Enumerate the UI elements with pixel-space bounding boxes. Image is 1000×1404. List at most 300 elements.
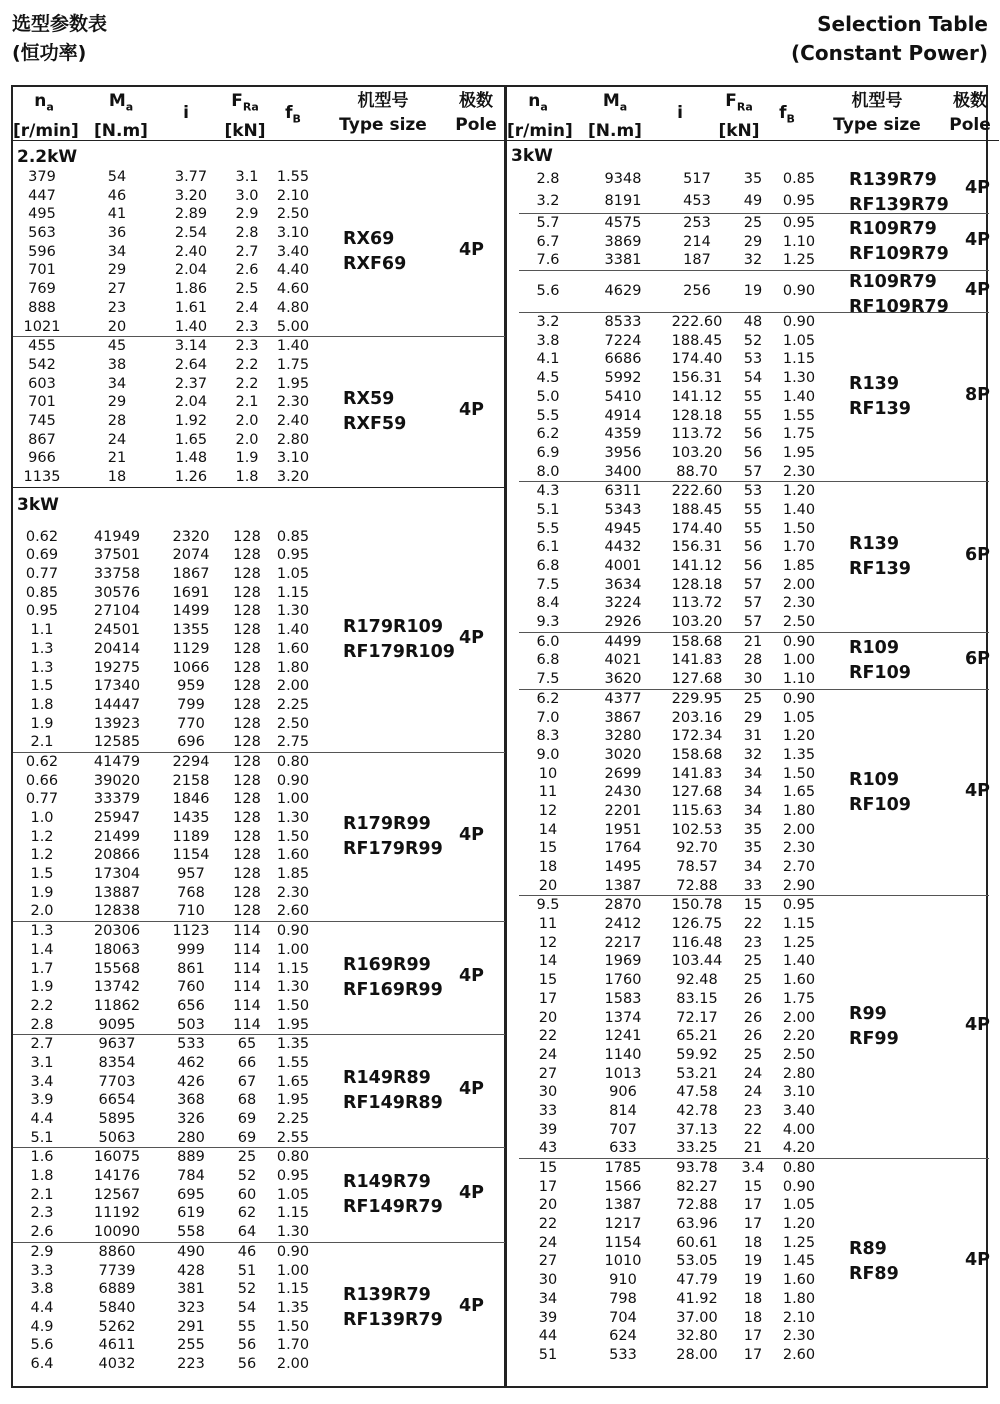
cell-fra: 55 bbox=[743, 501, 763, 518]
cell-ma: 38 bbox=[107, 356, 127, 373]
cell-fb: 1.60 bbox=[782, 972, 816, 989]
cell-ma: 9095 bbox=[98, 1016, 136, 1033]
cell-ma: 54 bbox=[107, 169, 127, 185]
table-row bbox=[519, 1290, 989, 1309]
cell-fb: 1.40 bbox=[782, 953, 816, 970]
header-pole-text: 极数 bbox=[953, 91, 987, 111]
cell-fra: 114 bbox=[233, 941, 261, 958]
table-row bbox=[13, 224, 505, 243]
cell-fra: 28 bbox=[743, 652, 763, 669]
table-row bbox=[13, 375, 505, 394]
cell-ma: 27 bbox=[107, 281, 127, 298]
cell-fb: 1.05 bbox=[276, 566, 310, 583]
pole-count: 6P bbox=[965, 545, 991, 566]
cell-ma: 14176 bbox=[93, 1168, 141, 1185]
table-row bbox=[13, 1336, 505, 1355]
cell-n: 3.1 bbox=[30, 1054, 54, 1071]
header-type-text: 机型号 bbox=[851, 91, 903, 111]
cell-i: 760 bbox=[177, 979, 205, 996]
cell-n: 20 bbox=[538, 1009, 558, 1026]
pole-count: 4P bbox=[459, 966, 485, 987]
cell-i: 126.75 bbox=[671, 916, 723, 933]
cell-fra: 35 bbox=[743, 171, 763, 187]
table-row bbox=[13, 772, 505, 791]
cell-ma: 4611 bbox=[98, 1337, 136, 1354]
pole-count: 4P bbox=[965, 229, 991, 250]
table-row bbox=[519, 332, 989, 351]
table-row bbox=[519, 1159, 989, 1178]
table-row bbox=[13, 468, 505, 487]
cell-ma: 814 bbox=[609, 1102, 637, 1119]
cell-n: 1.7 bbox=[30, 960, 54, 977]
cell-ma: 4032 bbox=[98, 1355, 136, 1372]
cell-fra: 56 bbox=[237, 1337, 257, 1354]
cell-fra: 33 bbox=[743, 877, 763, 894]
type-size-line: RF109R79 bbox=[849, 296, 949, 317]
table-row bbox=[519, 501, 989, 520]
cell-fb: 1.05 bbox=[782, 1197, 816, 1214]
pole-count: 4P bbox=[965, 279, 991, 300]
cell-ma: 3224 bbox=[604, 595, 642, 612]
cell-i: 3.14 bbox=[174, 338, 208, 355]
cell-n: 9.3 bbox=[536, 614, 560, 631]
table-row bbox=[519, 1327, 989, 1346]
cell-ma: 41 bbox=[107, 206, 127, 223]
cell-ma: 33758 bbox=[93, 566, 141, 583]
cell-n: 2.7 bbox=[30, 1036, 54, 1053]
cell-fra: 30 bbox=[743, 671, 763, 688]
table-row bbox=[519, 444, 989, 463]
cell-fb: 2.00 bbox=[782, 1009, 816, 1026]
cell-i: 150.78 bbox=[671, 897, 723, 914]
cell-fra: 29 bbox=[743, 233, 763, 250]
cell-fra: 24 bbox=[743, 1084, 763, 1101]
cell-fb: 2.30 bbox=[782, 840, 816, 857]
cell-n: 1.5 bbox=[30, 678, 54, 695]
cell-fra: 3.4 bbox=[741, 1160, 765, 1176]
cell-fb: 1.30 bbox=[276, 979, 310, 996]
model-group bbox=[519, 633, 989, 690]
cell-fra: 22 bbox=[743, 1121, 763, 1138]
cell-ma: 3400 bbox=[604, 463, 642, 480]
cell-fra: 3.1 bbox=[235, 169, 259, 185]
cell-ma: 1241 bbox=[604, 1028, 642, 1045]
cell-fb: 0.90 bbox=[276, 923, 310, 940]
cell-fra: 128 bbox=[233, 528, 261, 545]
cell-fra: 19 bbox=[743, 1272, 763, 1289]
table-row bbox=[519, 1178, 989, 1197]
table-row bbox=[13, 715, 505, 734]
cell-i: 1.65 bbox=[174, 431, 208, 448]
cell-i: 999 bbox=[177, 941, 205, 958]
cell-i: 102.53 bbox=[671, 821, 723, 838]
cell-fb: 2.80 bbox=[276, 431, 310, 448]
cell-i: 453 bbox=[683, 193, 711, 210]
cell-fra: 128 bbox=[233, 547, 261, 564]
cell-i: 368 bbox=[177, 1092, 205, 1109]
table-row bbox=[13, 584, 505, 603]
cell-fra: 128 bbox=[233, 640, 261, 657]
type-size bbox=[343, 953, 443, 1003]
cell-i: 41.92 bbox=[676, 1290, 718, 1307]
cell-fra: 69 bbox=[237, 1129, 257, 1146]
cell-fb: 1.55 bbox=[276, 1054, 310, 1071]
header-pole-text: 极数 bbox=[459, 91, 493, 111]
header-n-text: [r/min] bbox=[13, 121, 79, 142]
cell-ma: 13742 bbox=[93, 979, 141, 996]
type-size-line: R179R99 bbox=[343, 814, 431, 835]
header-fra-text: F bbox=[231, 91, 243, 111]
table-row bbox=[13, 865, 505, 884]
cell-fra: 48 bbox=[743, 314, 763, 331]
cell-fb: 1.15 bbox=[782, 916, 816, 933]
cell-n: 11 bbox=[538, 784, 558, 801]
cell-i: 957 bbox=[177, 866, 205, 883]
cell-ma: 1760 bbox=[604, 972, 642, 989]
cell-ma: 906 bbox=[609, 1084, 637, 1101]
table-row bbox=[519, 350, 989, 369]
cell-fra: 52 bbox=[237, 1281, 257, 1298]
cell-fra: 17 bbox=[743, 1216, 763, 1233]
cell-n: 966 bbox=[28, 450, 56, 467]
cell-n: 9.0 bbox=[536, 746, 560, 763]
cell-fra: 114 bbox=[233, 979, 261, 996]
cell-n: 2.8 bbox=[536, 171, 560, 187]
cell-i: 172.34 bbox=[671, 728, 723, 745]
cell-ma: 4914 bbox=[604, 407, 642, 424]
cell-fra: 128 bbox=[233, 715, 261, 732]
cell-fra: 46 bbox=[237, 1243, 257, 1260]
cell-fra: 114 bbox=[233, 923, 261, 940]
cell-n: 24 bbox=[538, 1234, 558, 1251]
table-row bbox=[13, 299, 505, 318]
table-row bbox=[519, 877, 989, 896]
table-row bbox=[519, 1083, 989, 1102]
cell-i: 53.05 bbox=[676, 1253, 718, 1270]
cell-fb: 1.35 bbox=[276, 1299, 310, 1316]
cell-i: 82.27 bbox=[676, 1178, 718, 1195]
cell-fb: 1.50 bbox=[276, 828, 310, 845]
model-group bbox=[13, 753, 505, 922]
header-fb-text: f bbox=[779, 103, 787, 123]
cell-fb: 2.75 bbox=[276, 734, 310, 751]
cell-fb: 1.60 bbox=[276, 640, 310, 657]
cell-ma: 12567 bbox=[93, 1186, 141, 1203]
cell-i: 141.83 bbox=[671, 765, 723, 782]
cell-fra: 23 bbox=[743, 1102, 763, 1119]
cell-n: 22 bbox=[538, 1028, 558, 1045]
table-row bbox=[519, 388, 989, 407]
table-row bbox=[13, 733, 505, 752]
cell-ma: 39020 bbox=[93, 772, 141, 789]
table-row bbox=[13, 546, 505, 565]
cell-ma: 23 bbox=[107, 299, 127, 316]
cell-i: 229.95 bbox=[671, 690, 723, 707]
cell-i: 103.20 bbox=[671, 614, 723, 631]
table-row bbox=[13, 528, 505, 547]
cell-fb: 4.80 bbox=[276, 299, 310, 316]
cell-fra: 57 bbox=[743, 576, 763, 593]
cell-fra: 25 bbox=[743, 1046, 763, 1063]
cell-i: 103.20 bbox=[671, 444, 723, 461]
cell-ma: 21 bbox=[107, 450, 127, 467]
cell-fb: 2.10 bbox=[276, 187, 310, 204]
type-size bbox=[849, 372, 911, 422]
left-table bbox=[13, 87, 505, 1374]
type-size bbox=[343, 1170, 443, 1220]
cell-fra: 128 bbox=[233, 847, 261, 864]
table-row bbox=[13, 337, 505, 356]
type-size-line: RXF59 bbox=[343, 413, 407, 434]
table-row bbox=[519, 1271, 989, 1290]
cell-n: 3.2 bbox=[536, 314, 560, 331]
cell-i: 28.00 bbox=[676, 1346, 718, 1363]
table-row bbox=[519, 990, 989, 1009]
cell-n: 1.2 bbox=[30, 828, 54, 845]
cell-fra: 34 bbox=[743, 859, 763, 875]
cell-i: 127.68 bbox=[671, 784, 723, 801]
cell-fra: 2.7 bbox=[235, 243, 259, 260]
cell-ma: 2699 bbox=[604, 765, 642, 782]
table-row bbox=[13, 187, 505, 206]
type-size-line: R99 bbox=[849, 1004, 887, 1025]
cell-ma: 2430 bbox=[604, 784, 642, 801]
cell-n: 379 bbox=[28, 169, 56, 185]
cell-fb: 2.25 bbox=[276, 1111, 310, 1127]
cell-fra: 25 bbox=[237, 1149, 257, 1166]
cell-fra: 19 bbox=[743, 1253, 763, 1270]
cell-n: 6.9 bbox=[536, 444, 560, 461]
cell-ma: 5343 bbox=[604, 501, 642, 518]
cell-fra: 3.0 bbox=[235, 187, 259, 204]
model-group bbox=[13, 168, 505, 337]
table-row bbox=[13, 243, 505, 262]
table-row bbox=[519, 765, 989, 784]
cell-fb: 1.15 bbox=[782, 351, 816, 368]
pole-count: 4P bbox=[459, 240, 485, 261]
cell-n: 7.5 bbox=[536, 671, 560, 688]
cell-ma: 910 bbox=[609, 1272, 637, 1289]
cell-fb: 1.55 bbox=[276, 169, 310, 185]
cell-n: 5.6 bbox=[536, 282, 560, 299]
cell-i: 1691 bbox=[172, 584, 210, 601]
cell-fra: 49 bbox=[743, 193, 763, 210]
cell-fra: 34 bbox=[743, 765, 763, 782]
table-row bbox=[519, 1249, 991, 1271]
power-section-title: 3kW bbox=[511, 146, 553, 166]
pole-count: 8P bbox=[965, 385, 991, 406]
table-row bbox=[519, 1065, 989, 1084]
cell-fb: 1.55 bbox=[782, 407, 816, 424]
cell-n: 4.9 bbox=[30, 1318, 54, 1335]
cell-n: 3.4 bbox=[30, 1073, 54, 1090]
cell-fra: 128 bbox=[233, 622, 261, 639]
type-size-line: RF149R79 bbox=[343, 1197, 443, 1218]
type-size-line: R149R89 bbox=[343, 1068, 431, 1089]
cell-fb: 1.80 bbox=[276, 659, 310, 676]
cell-fb: 2.50 bbox=[276, 206, 310, 223]
cell-n: 867 bbox=[28, 431, 56, 448]
table-row bbox=[13, 1035, 505, 1054]
cell-fb: 0.80 bbox=[782, 1160, 816, 1176]
cell-i: 619 bbox=[177, 1205, 205, 1222]
table-row bbox=[13, 280, 505, 299]
cell-fra: 53 bbox=[743, 483, 763, 500]
cell-fb: 1.60 bbox=[276, 847, 310, 864]
cell-ma: 3381 bbox=[604, 252, 642, 269]
type-size bbox=[849, 1237, 899, 1287]
cell-ma: 4945 bbox=[604, 520, 642, 537]
cell-i: 33.25 bbox=[676, 1140, 718, 1157]
cell-n: 0.62 bbox=[25, 528, 59, 545]
cell-n: 4.1 bbox=[536, 351, 560, 368]
cell-fra: 2.6 bbox=[235, 262, 259, 279]
header-fra bbox=[711, 89, 767, 143]
type-size bbox=[343, 812, 443, 862]
cell-fb: 1.40 bbox=[782, 388, 816, 405]
cell-n: 5.1 bbox=[536, 501, 560, 518]
cell-ma: 34 bbox=[107, 375, 127, 392]
cell-ma: 18063 bbox=[93, 941, 141, 958]
cell-ma: 2217 bbox=[604, 934, 642, 951]
cell-ma: 704 bbox=[609, 1309, 637, 1326]
cell-fra: 128 bbox=[233, 659, 261, 676]
cell-ma: 2870 bbox=[604, 897, 642, 914]
cell-n: 33 bbox=[538, 1102, 558, 1119]
cell-ma: 27104 bbox=[93, 603, 141, 620]
type-size bbox=[849, 1002, 899, 1052]
type-size bbox=[849, 768, 911, 818]
table-row bbox=[519, 690, 989, 709]
cell-i: 113.72 bbox=[671, 595, 723, 612]
cell-fb: 2.60 bbox=[276, 903, 310, 920]
cell-n: 0.69 bbox=[25, 547, 59, 564]
cell-ma: 4499 bbox=[604, 633, 642, 650]
type-size bbox=[343, 1066, 443, 1116]
type-size bbox=[849, 270, 949, 320]
type-size bbox=[343, 227, 406, 277]
type-size-line: R109 bbox=[849, 769, 900, 790]
cell-fra: 35 bbox=[743, 821, 763, 838]
cell-fb: 1.85 bbox=[276, 866, 310, 883]
table-row bbox=[519, 313, 989, 332]
cell-fb: 2.25 bbox=[276, 696, 310, 713]
cell-i: 1846 bbox=[172, 791, 210, 808]
cell-n: 24 bbox=[538, 1046, 558, 1063]
cell-fb: 1.75 bbox=[782, 990, 816, 1007]
cell-i: 222.60 bbox=[671, 483, 723, 500]
table-row bbox=[13, 696, 505, 715]
cell-i: 141.12 bbox=[671, 558, 723, 574]
table-row bbox=[13, 449, 505, 468]
cell-n: 1.0 bbox=[30, 810, 54, 826]
cell-n: 1.6 bbox=[30, 1149, 54, 1166]
cell-ma: 3620 bbox=[604, 671, 642, 688]
cell-ma: 624 bbox=[609, 1328, 637, 1345]
cell-n: 14 bbox=[538, 821, 558, 838]
cell-i: 65.21 bbox=[676, 1028, 718, 1045]
cell-ma: 8533 bbox=[604, 314, 642, 331]
cell-i: 2294 bbox=[172, 753, 210, 770]
cell-ma: 1374 bbox=[604, 1009, 642, 1026]
cell-fra: 54 bbox=[237, 1299, 257, 1316]
cell-n: 6.8 bbox=[536, 558, 560, 574]
cell-n: 455 bbox=[28, 338, 56, 355]
cell-fb: 0.90 bbox=[782, 314, 816, 331]
header-fra-text: [kN] bbox=[224, 121, 266, 142]
cell-n: 8.3 bbox=[536, 728, 560, 745]
right-table bbox=[507, 87, 999, 1365]
cell-ma: 29 bbox=[107, 262, 127, 279]
cell-ma: 2926 bbox=[604, 614, 642, 631]
header-type bbox=[822, 89, 932, 137]
cell-fra: 1.8 bbox=[235, 469, 259, 485]
cell-fra: 53 bbox=[743, 351, 763, 368]
cell-fb: 3.20 bbox=[276, 469, 310, 485]
cell-fb: 2.80 bbox=[782, 1065, 816, 1082]
table-row bbox=[519, 1234, 989, 1253]
cell-ma: 3020 bbox=[604, 746, 642, 763]
type-size bbox=[343, 387, 406, 437]
pole-count: 4P bbox=[965, 1015, 991, 1036]
cell-n: 14 bbox=[538, 953, 558, 970]
cell-i: 1.86 bbox=[174, 281, 208, 298]
cell-i: 784 bbox=[177, 1168, 205, 1185]
cell-ma: 3869 bbox=[604, 233, 642, 250]
table-row bbox=[519, 1346, 989, 1365]
cell-ma: 9637 bbox=[98, 1036, 136, 1053]
cell-fb: 0.90 bbox=[276, 772, 310, 789]
type-size bbox=[343, 1283, 443, 1333]
cell-ma: 1140 bbox=[604, 1046, 642, 1063]
cell-fra: 32 bbox=[743, 746, 763, 763]
model-group bbox=[13, 528, 505, 753]
cell-n: 12 bbox=[538, 934, 558, 951]
table-row bbox=[519, 727, 989, 746]
cell-fra: 55 bbox=[237, 1318, 257, 1335]
table-row bbox=[13, 565, 505, 584]
cell-ma: 1217 bbox=[604, 1216, 642, 1233]
cell-fb: 1.80 bbox=[782, 1290, 816, 1307]
header-type-text: Type size bbox=[339, 115, 427, 135]
cell-fb: 2.70 bbox=[782, 859, 816, 875]
header-m-sub: a bbox=[619, 100, 628, 114]
cell-fra: 25 bbox=[743, 953, 763, 970]
cell-i: 1066 bbox=[172, 659, 210, 676]
cell-ma: 12585 bbox=[93, 734, 141, 751]
cell-ma: 13887 bbox=[93, 884, 141, 901]
cell-ma: 3634 bbox=[604, 576, 642, 593]
header-m bbox=[577, 89, 653, 143]
cell-fb: 1.50 bbox=[276, 997, 310, 1014]
cell-ma: 20414 bbox=[93, 640, 141, 657]
pole-count: 4P bbox=[965, 780, 991, 801]
cell-fra: 2.2 bbox=[235, 375, 259, 392]
cell-fb: 1.75 bbox=[782, 426, 816, 443]
cell-n: 43 bbox=[538, 1140, 558, 1157]
type-size-line: RX69 bbox=[343, 229, 395, 250]
cell-i: 533 bbox=[177, 1036, 205, 1053]
cell-n: 603 bbox=[28, 375, 56, 392]
cell-n: 1.8 bbox=[30, 1168, 54, 1185]
cell-ma: 19275 bbox=[93, 659, 141, 676]
cell-ma: 37501 bbox=[93, 547, 141, 564]
cell-fra: 114 bbox=[233, 997, 261, 1014]
cell-fb: 2.00 bbox=[782, 821, 816, 838]
cell-n: 5.5 bbox=[536, 520, 560, 537]
cell-n: 15 bbox=[538, 972, 558, 989]
cell-n: 1.3 bbox=[30, 923, 54, 940]
